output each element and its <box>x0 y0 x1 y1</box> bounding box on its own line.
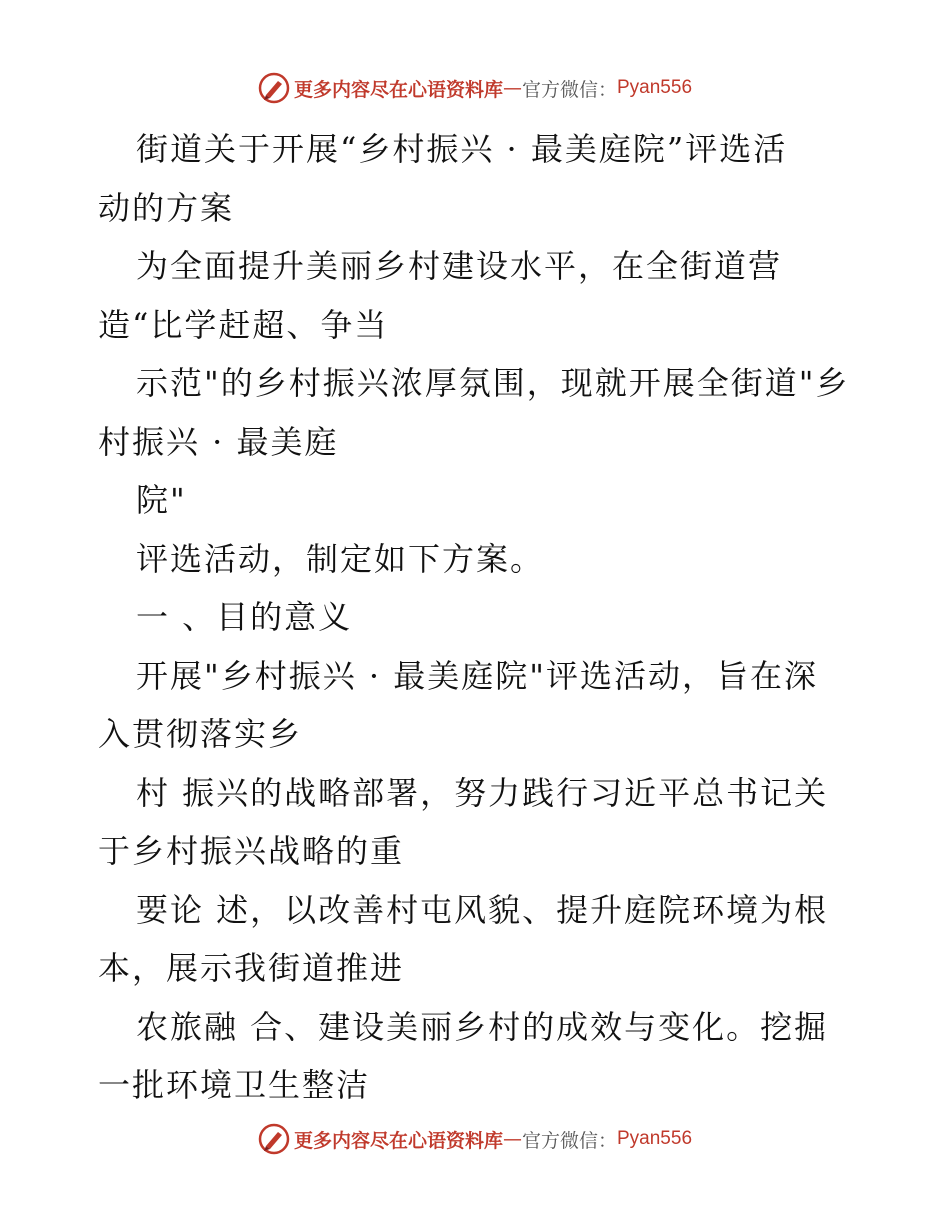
paragraph-line: 农旅融 合、建设美丽乡村的成效与变化。挖掘 <box>136 1007 829 1046</box>
banner-wechat-label: 官方微信： <box>521 1129 617 1152</box>
paragraph-line: 开展"乡村振兴 · 最美庭院"评选活动，旨在深 <box>136 656 818 695</box>
paragraph-line: 一 、目的意义 <box>136 598 353 636</box>
paragraph-line: 街道关于开展“乡村振兴 · 最美庭院”评选活 <box>136 130 788 168</box>
pen-logo-icon <box>258 1123 290 1155</box>
paragraph-line: 村 振兴的战略部署，努力践行习近平总书记关 <box>136 773 829 812</box>
paragraph-line: 造“比学赶超、争当 <box>98 305 389 344</box>
document-body <box>98 120 858 1115</box>
paragraph-line: 院" <box>136 481 187 519</box>
paragraph-line: 入贯彻落实乡 <box>98 715 303 753</box>
paragraph-line: 要论 述，以改善村屯风貌、提升庭院环境为根 <box>136 890 829 929</box>
paragraph-line: 于乡村振兴战略的重 <box>98 832 405 870</box>
header-banner <box>0 72 950 104</box>
banner-wechat-label: 官方微信： <box>521 78 617 101</box>
banner-dash: — <box>502 1128 522 1150</box>
banner-main-text: 更多内容尽在心语资料库 <box>293 1129 503 1152</box>
banner-wechat-id: Pyan556 <box>617 1128 693 1149</box>
banner-dash: — <box>502 77 522 99</box>
paragraph-line: 为全面提升美丽乡村建设水平，在全街道营 <box>136 247 783 285</box>
paragraph-line: 本，展示我街道推进 <box>98 949 405 987</box>
paragraph-line: 动的方案 <box>98 188 235 227</box>
paragraph-line: 评选活动，制定如下方案。 <box>136 539 545 578</box>
pen-logo-icon <box>258 72 290 104</box>
banner-wechat-id: Pyan556 <box>617 77 693 98</box>
paragraph-line: 一批环境卫生整洁 <box>98 1066 371 1104</box>
banner-main-text: 更多内容尽在心语资料库 <box>293 78 503 101</box>
paragraph-line: 村振兴 · 最美庭 <box>98 422 339 461</box>
footer-banner <box>0 1123 950 1155</box>
paragraph-line: 示范"的乡村振兴浓厚氛围，现就开展全街道"乡 <box>136 364 850 402</box>
